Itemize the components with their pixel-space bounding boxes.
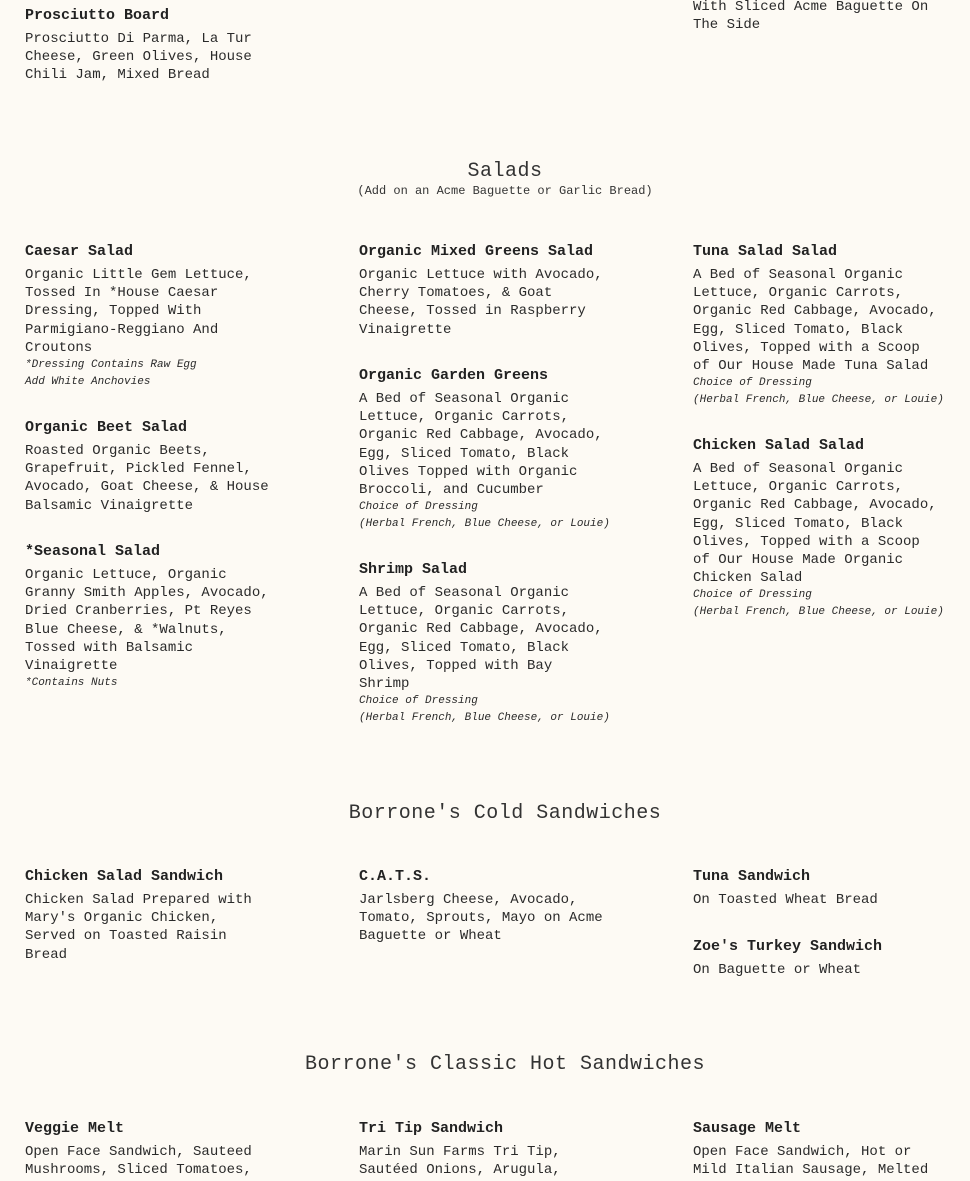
item-name: Shrimp Salad (359, 561, 468, 578)
item-description: Organic Little Gem Lettuce, Tossed In *House Caesar Dressing, Topped With Parmigiano-Reggiano And Croutons (25, 267, 252, 356)
menu-item-organic-beet-salad (25, 419, 285, 515)
item-name: *Seasonal Salad (25, 543, 161, 560)
item-description: On Toasted Wheat Bread (693, 892, 878, 908)
item-description: A Bed of Seasonal Organic Lettuce, Organic Carrots, Organic Red Cabbage, Avocado, Egg, Sliced Tomato, Black Olives, Topped with Bay Shrimp (359, 585, 603, 693)
item-name: Caesar Salad (25, 243, 134, 260)
item-name: Tuna Salad Salad (693, 243, 838, 260)
item-name: Organic Mixed Greens Salad (359, 243, 594, 260)
item-name: Chicken Salad Sandwich (25, 868, 224, 885)
item-note: Choice of Dressing (Herbal French, Blue Cheese, or Louie) (359, 695, 610, 724)
item-description: A Bed of Seasonal Organic Lettuce, Organic Carrots, Organic Red Cabbage, Avocado, Egg, Sliced Tomato, Black Olives Topped with Organic Broccoli, and Cucumber (359, 391, 603, 499)
menu-item-tri-tip-sandwich (359, 1120, 619, 1179)
menu-item-tuna-salad-salad (693, 243, 953, 408)
item-name: Sausage Melt (693, 1120, 802, 1137)
menu-item-organic-garden-greens (359, 367, 619, 532)
menu-item-sausage-melt (693, 1120, 953, 1179)
menu-item-zoes-turkey-sandwich (693, 938, 953, 979)
item-name: Chicken Salad Salad (693, 437, 865, 454)
item-name: Veggie Melt (25, 1120, 125, 1137)
item-description: Organic Lettuce, Organic Granny Smith Apples, Avocado, Dried Cranberries, Pt Reyes Blue Cheese, & *Walnuts, Tossed with Balsamic Vinaigrette (25, 567, 269, 675)
menu-item-organic-mixed-greens-salad (359, 243, 619, 339)
item-description: Organic Lettuce with Avocado, Cherry Tomatoes, & Goat Cheese, Tossed in Raspberry Vinaigrette (359, 267, 603, 338)
item-name: Prosciutto Board (25, 7, 170, 24)
menu-item-tuna-sandwich (693, 868, 953, 909)
item-note: Choice of Dressing (Herbal French, Blue Cheese, or Louie) (359, 501, 610, 530)
menu-item-cats (359, 868, 619, 946)
item-description: Jarlsberg Cheese, Avocado, Tomato, Sprouts, Mayo on Acme Baguette or Wheat (359, 892, 603, 945)
item-description: On Baguette or Wheat (693, 962, 862, 978)
item-description: Roasted Organic Beets, Grapefruit, Pickled Fennel, Avocado, Goat Cheese, & House Balsamic Vinaigrette (25, 443, 269, 514)
section-subtitle-salads: (Add on an Acme Baguette or Garlic Bread) (357, 184, 653, 198)
item-note: *Contains Nuts (25, 677, 118, 690)
menu-item-caesar-salad (25, 243, 285, 390)
menu-item-veggie-melt (25, 1120, 285, 1179)
item-description: Open Face Sandwich, Hot or Mild Italian Sausage, Melted (693, 1144, 929, 1179)
menu-item-chicken-salad-sandwich (25, 868, 285, 964)
item-description: Open Face Sandwich, Sauteed Mushrooms, Sliced Tomatoes, (25, 1144, 252, 1179)
section-title-cold-sandwiches: Borrone's Cold Sandwiches (348, 802, 662, 825)
section-title-hot-sandwiches: Borrone's Classic Hot Sandwiches (304, 1053, 706, 1076)
item-description: Prosciutto Di Parma, La Tur Cheese, Green Olives, House Chili Jam, Mixed Bread (25, 31, 252, 84)
item-note: Choice of Dressing (Herbal French, Blue Cheese, or Louie) (693, 589, 944, 619)
item-name: Tuna Sandwich (693, 868, 811, 885)
menu-item-partial-top-right (693, 0, 953, 34)
item-name: C.A.T.S. (359, 868, 432, 885)
menu-item-shrimp-salad (359, 561, 619, 726)
menu-item-chicken-salad-salad (693, 437, 953, 621)
item-name: Organic Beet Salad (25, 419, 188, 436)
item-description: A Bed of Seasonal Organic Lettuce, Organic Carrots, Organic Red Cabbage, Avocado, Egg, Sliced Tomato, Black Olives, Topped with a Scoop of Our House Made Tuna Salad (693, 267, 937, 375)
item-note: *Dressing Contains Raw Egg Add White Anchovies (25, 359, 197, 388)
item-description: A Bed of Seasonal Organic Lettuce, Organic Carrots, Organic Red Cabbage, Avocado, Egg, Sliced Tomato, Black Olives, Topped with a Scoop of Our House Made Organic Chicken Salad (693, 461, 937, 587)
item-note: Choice of Dressing (Herbal French, Blue Cheese, or Louie) (693, 377, 944, 406)
item-name: Organic Garden Greens (359, 367, 549, 384)
menu-item-prosciutto-board (25, 7, 285, 85)
item-description: Marin Sun Farms Tri Tip, Sautéed Onions, Arugula, (359, 1144, 561, 1179)
menu-item-seasonal-salad (25, 543, 285, 692)
item-description: With Sliced Acme Baguette On The Side (693, 0, 929, 34)
item-name: Zoe's Turkey Sandwich (693, 938, 883, 955)
item-name: Tri Tip Sandwich (359, 1120, 504, 1137)
section-title-salads: Salads (467, 160, 543, 183)
item-description: Chicken Salad Prepared with Mary's Organic Chicken, Served on Toasted Raisin Bread (25, 892, 252, 963)
